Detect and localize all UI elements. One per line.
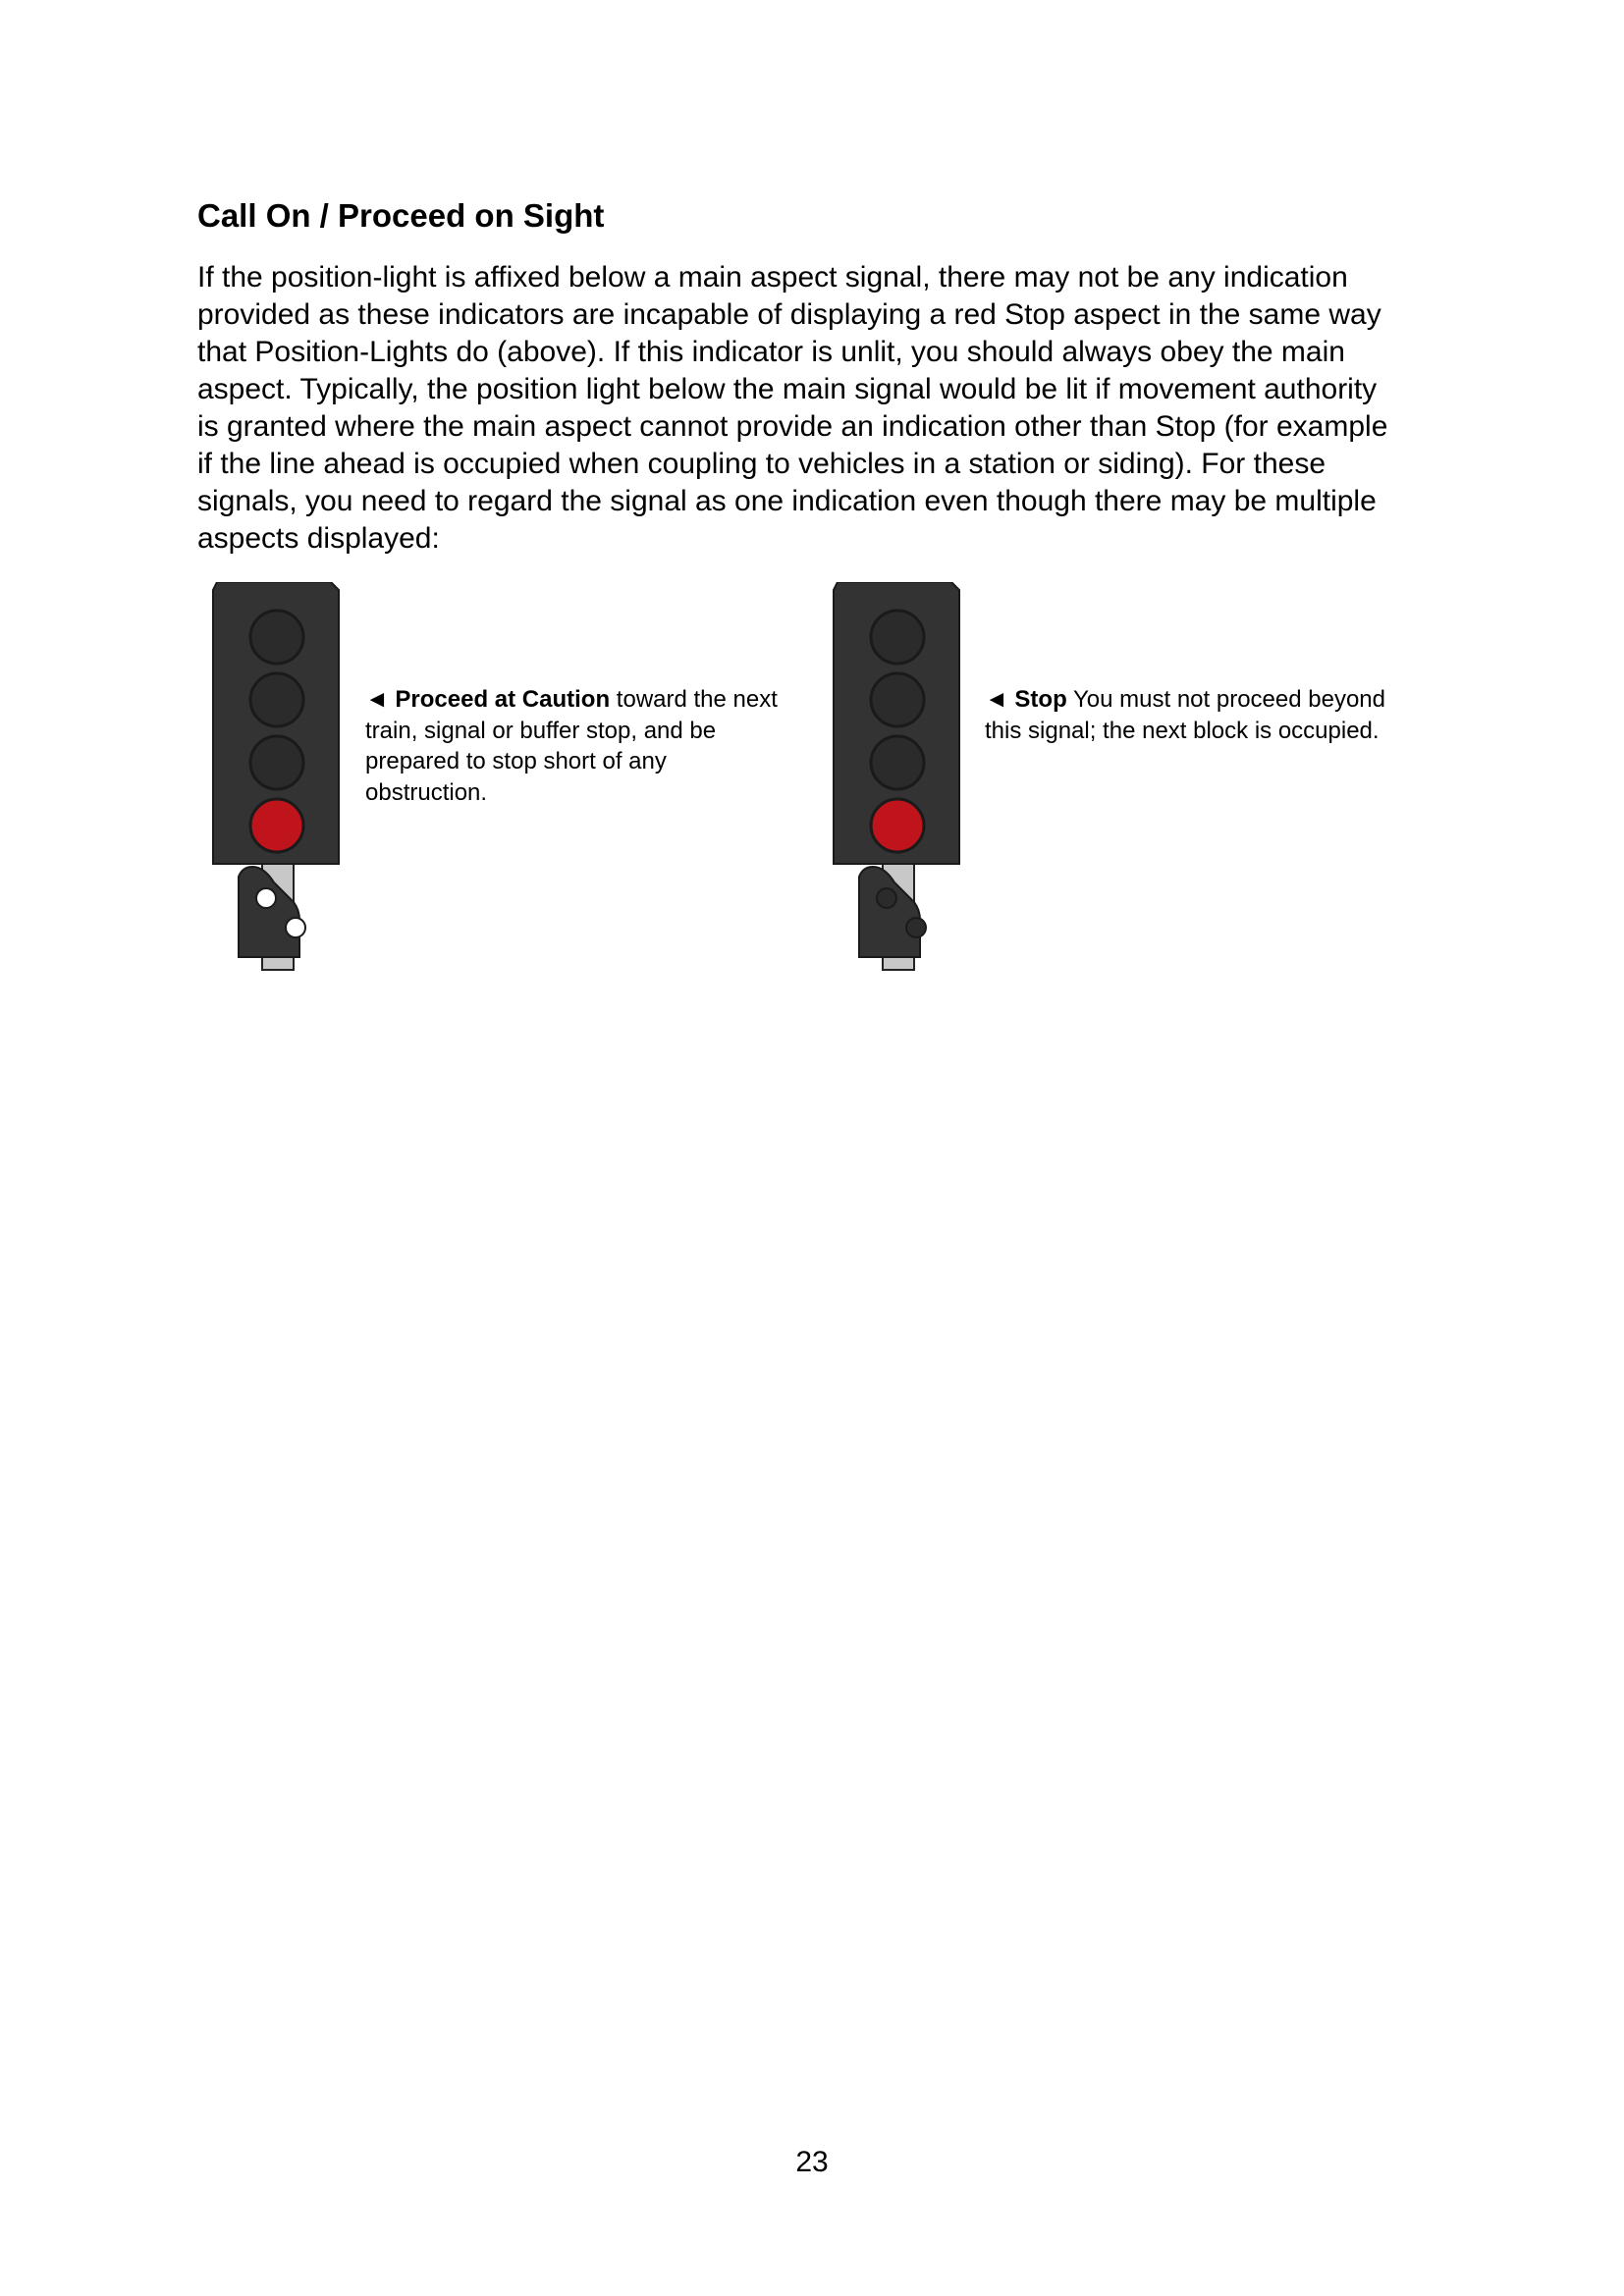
main-lamp-1 — [250, 611, 303, 664]
intro-line: if the line ahead is occupied when coupling to vehicles in a station or siding). For these — [197, 448, 1326, 480]
caption-text: toward the next — [610, 686, 778, 713]
intro-paragraph — [197, 259, 1474, 558]
signal-illustration — [830, 582, 967, 975]
caption-bold: ◄ Stop — [985, 686, 1067, 713]
caption-line: train, signal or buffer stop, and be — [365, 717, 717, 744]
position-lamp-2 — [286, 918, 305, 937]
main-lamp-4 — [871, 799, 924, 852]
main-lamp-3 — [871, 736, 924, 789]
main-lamp-1 — [871, 611, 924, 664]
intro-line: aspects displayed: — [197, 522, 440, 555]
caption-line: this signal; the next block is occupied. — [985, 717, 1380, 744]
intro-line: signals, you need to regard the signal as one indication even though there may be multiple — [197, 485, 1377, 517]
main-lamp-4 — [250, 799, 303, 852]
main-lamp-3 — [250, 736, 303, 789]
intro-line: If the position-light is affixed below a main aspect signal, there may not be any indication — [197, 261, 1348, 294]
intro-line: is granted where the main aspect cannot provide an indication other than Stop (for example — [197, 410, 1388, 443]
page-number: 23 — [795, 2146, 829, 2178]
intro-line: aspect. Typically, the position light below the main signal would be lit if movement authority — [197, 373, 1378, 405]
signal-stop — [830, 582, 967, 975]
signal-illustration — [209, 582, 347, 975]
caption-bold: ◄ Proceed at Caution — [365, 686, 611, 713]
main-lamp-2 — [871, 673, 924, 726]
intro-line: provided as these indicators are incapable of displaying a red Stop aspect in the same way — [197, 298, 1381, 331]
caption-stop — [985, 684, 1385, 746]
caption-proceed-at-caution — [365, 684, 778, 808]
signal-proceed-at-caution — [209, 582, 347, 975]
intro-line: that Position-Lights do (above). If this indicator is unlit, you should always obey the main — [197, 336, 1345, 368]
caption-line: prepared to stop short of any — [365, 748, 667, 774]
main-lamp-2 — [250, 673, 303, 726]
position-lamp-1 — [877, 888, 896, 908]
section-heading: Call On / Proceed on Sight — [197, 197, 605, 234]
caption-line: obstruction. — [365, 778, 488, 806]
position-lamp-1 — [256, 888, 276, 908]
position-lamp-2 — [906, 918, 926, 937]
caption-text: You must not proceed beyond — [1066, 686, 1385, 713]
